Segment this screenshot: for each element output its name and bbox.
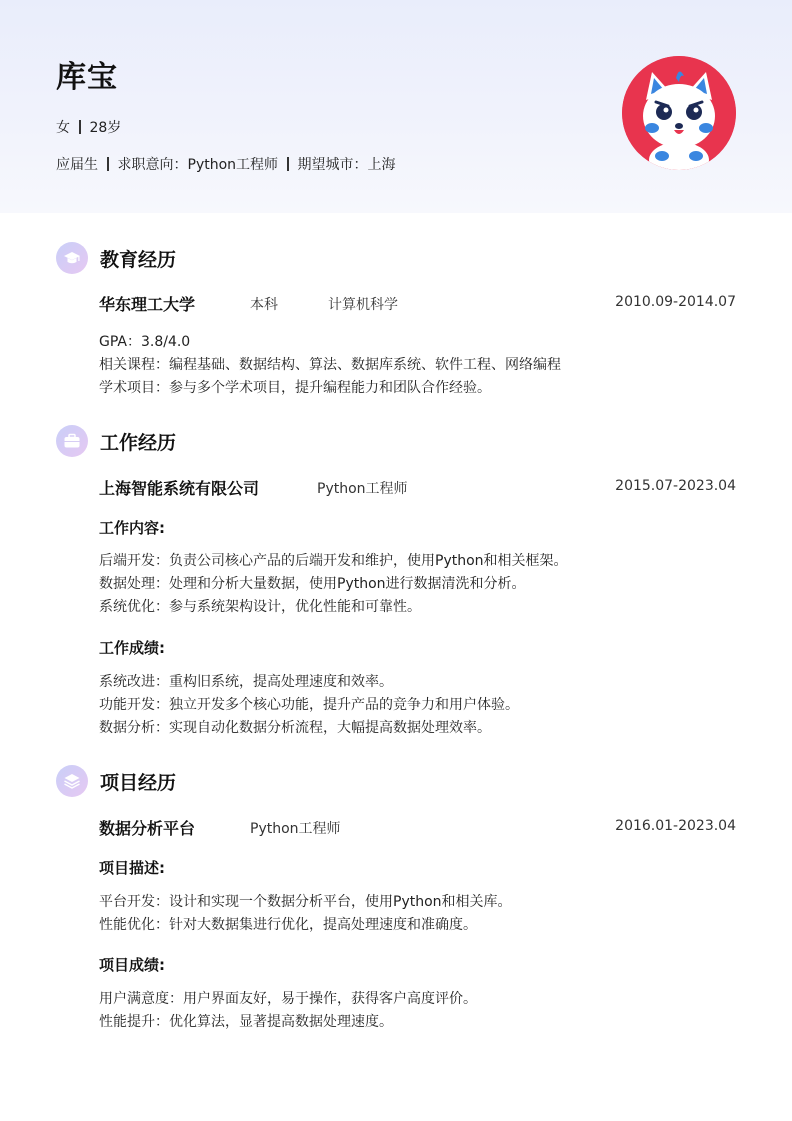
cat-mascot-icon [622,56,736,170]
result-line: 用户满意度：用户界面友好，易于操作，获得客户高度评价。 [99,991,477,1007]
job-info [56,154,396,174]
work-section-title [56,425,176,457]
company-name: 上海智能系统有限公司 [99,479,260,498]
content-line: 后端开发：负责公司核心产品的后端开发和维护，使用Python和相关框架。 [99,553,568,569]
expected-city: 期望城市：上海 [297,157,396,173]
briefcase-icon [56,425,88,457]
status: 应届生 [56,157,98,173]
avatar [622,56,736,170]
project-desc-title: 项目描述: [99,859,165,877]
project-role: Python工程师 [250,821,341,837]
job-role: Python工程师 [317,481,408,497]
work-date: 2015.07-2023.04 [615,478,736,494]
project-name: 数据分析平台 [99,819,196,838]
desc-line: 性能优化：针对大数据集进行优化，提高处理速度和准确度。 [99,917,477,933]
section-label: 工作经历 [100,431,177,454]
section-label: 项目经历 [100,771,177,794]
education-date: 2010.09-2014.07 [615,294,736,310]
project-desc [99,891,512,937]
project-results-title: 项目成绩: [99,956,165,974]
desc-line: 平台开发：设计和实现一个数据分析平台，使用Python和相关库。 [99,894,512,910]
work-achievements-title: 工作成绩: [99,639,165,657]
project-results [99,988,477,1034]
school-name: 华东理工大学 [99,295,196,314]
degree: 本科 [250,297,278,313]
major: 计算机科学 [328,297,398,313]
candidate-name: 库宝 [56,60,118,95]
divider [107,157,109,171]
work-content-title: 工作内容: [99,519,165,537]
section-label: 教育经历 [100,248,177,271]
education-section-title [56,242,176,274]
age: 28岁 [89,120,122,136]
result-line: 性能提升：优化算法，显著提高数据处理速度。 [99,1014,393,1030]
graduation-cap-icon [56,242,88,274]
detail-line: 学术项目：参与多个学术项目，提升编程能力和团队合作经验。 [99,380,491,396]
detail-line: GPA：3.8/4.0 [99,334,191,350]
work-achievements [99,671,519,740]
divider [287,157,289,171]
job-intention: 求职意向：Python工程师 [117,157,279,173]
gender: 女 [56,120,70,136]
basic-info [56,117,121,137]
detail-line: 相关课程：编程基础、数据结构、算法、数据库系统、软件工程、网络编程 [99,357,561,373]
project-section-title [56,765,176,797]
layers-icon [56,765,88,797]
achievement-line: 系统改进：重构旧系统，提高处理速度和效率。 [99,674,393,690]
achievement-line: 功能开发：独立开发多个核心功能，提升产品的竞争力和用户体验。 [99,697,519,713]
education-details [99,331,561,400]
content-line: 数据处理：处理和分析大量数据，使用Python进行数据清洗和分析。 [99,576,526,592]
achievement-line: 数据分析：实现自动化数据分析流程，大幅提高数据处理效率。 [99,720,491,736]
work-content [99,550,568,619]
divider [79,120,81,134]
project-date: 2016.01-2023.04 [615,818,736,834]
content-line: 系统优化：参与系统架构设计，优化性能和可靠性。 [99,599,421,615]
